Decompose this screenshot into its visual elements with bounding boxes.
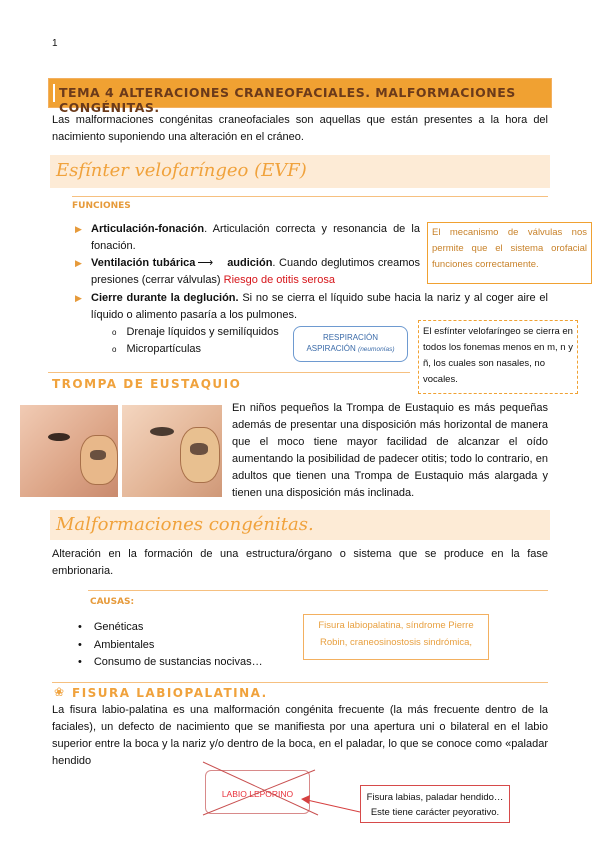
list-item: ▶ Cierre durante la deglución. Si no se cierra el líquido sube hacia la nariz y al coger aire el líquido o alimento pasaría a los pulmones. bbox=[75, 292, 548, 321]
malformaciones-heading: Malformaciones congénitas. bbox=[56, 514, 314, 535]
pejorative-note-box: Fisura labias, paladar hendido… Este tiene carácter peyorativo. bbox=[360, 785, 510, 823]
crossed-label: LABIO LEPORINO bbox=[221, 789, 294, 799]
list-item: • Consumo de sustancias nocivas… bbox=[78, 656, 263, 668]
trompa-heading: TROMPA DE EUSTAQUIO bbox=[52, 377, 242, 391]
causas-list bbox=[78, 619, 263, 672]
malformaciones-paragraph: Alteración en la formación de una estructura/órgano o sistema que se produce en la fase embrionaria. bbox=[52, 548, 548, 577]
divider bbox=[52, 682, 548, 683]
evf-heading-bar bbox=[50, 155, 550, 188]
evf-heading: Esfínter velofaríngeo (EVF) bbox=[56, 160, 307, 181]
list-item: • Ambientales bbox=[78, 638, 155, 651]
fisura-paragraph: La fisura labio-palatina es una malformación congénita frecuente (la más frecuente dentro de la faciales), un defecto de nacimiento que se manifiesta por una apertura uni o bilateral en el labio superior entre la boca y la nariz y/o dentro de la boca, en el paladar, lo que se conoce como «paladar hendido bbox=[52, 704, 548, 767]
intro-paragraph: Las malformaciones congénitas craneofaciales son aquellas que están presentes a la hora del nacimiento suponiendo una alteración en el cráneo. bbox=[52, 114, 548, 143]
funciones-label: FUNCIONES bbox=[72, 201, 131, 211]
funciones-list bbox=[75, 221, 420, 289]
fisura-heading: FISURA LABIOPALATINA. bbox=[72, 686, 268, 700]
list-item: ▶ Articulación-fonación. Articulación correcta y resonancia de la fonación. bbox=[75, 223, 420, 252]
arrow-icon: ⟶ bbox=[197, 257, 214, 269]
page-title: TEMA 4 ALTERACIONES CRANEOFACIALES. MALFORMACIONES CONGÉNITAS. bbox=[59, 85, 516, 115]
list-item: ▶ Ventilación tubárica ⟶ audición. Cuando deglutimos creamos presiones (cerrar válvulas) Riesgo de otitis serosa bbox=[75, 257, 420, 286]
list-item: • Genéticas bbox=[78, 621, 144, 633]
sub-list-item: o Micropartículas bbox=[112, 343, 202, 355]
page-number: 1 bbox=[52, 38, 58, 49]
divider bbox=[88, 590, 548, 591]
sub-list bbox=[112, 324, 279, 358]
respiration-box: RESPIRACIÓN ASPIRACIÓN (neumonías) bbox=[293, 326, 408, 362]
title-banner bbox=[48, 78, 552, 115]
causas-label: CAUSAS: bbox=[90, 597, 135, 607]
triangle-bullet-icon: ▶ bbox=[75, 224, 82, 234]
cross-and-arrow-lines bbox=[195, 760, 375, 830]
triangle-bullet-icon: ▶ bbox=[75, 293, 82, 303]
valves-note-box: El mecanismo de válvulas nos permite que el sistema orofacial funciones correctamente. bbox=[427, 222, 592, 284]
malformaciones-heading-bar bbox=[50, 510, 550, 540]
flower-icon: ❀ bbox=[54, 685, 65, 699]
divider bbox=[72, 196, 548, 197]
child-ear-illustration bbox=[20, 405, 118, 497]
sub-list-item: o Drenaje líquidos y semilíquidos bbox=[112, 326, 279, 338]
adult-ear-illustration bbox=[122, 405, 222, 497]
divider bbox=[48, 372, 410, 373]
examples-box: Fisura labiopalatina, síndrome Pierre Robin, craneosinostosis sindrómica, bbox=[303, 614, 489, 660]
trompa-paragraph: En niños pequeños la Trompa de Eustaquio es más pequeñas además de presentar una disposición más horizontal de manera que el moco tiene mayor facilidad de alcanzar el oído aumentando la posibilidad de padecer otitis; todo lo contrario, en adultos que tienen una Trompa de Eustaquio más alargada y tienen una disposición más inclinada. bbox=[232, 402, 548, 499]
arrow-head-icon bbox=[301, 795, 310, 804]
nasal-note-box: El esfínter velofaríngeo se cierra en todos los fonemas menos en m, n y ñ, los cuales son nasales, no vocales. bbox=[418, 320, 578, 394]
triangle-bullet-icon: ▶ bbox=[75, 258, 82, 268]
